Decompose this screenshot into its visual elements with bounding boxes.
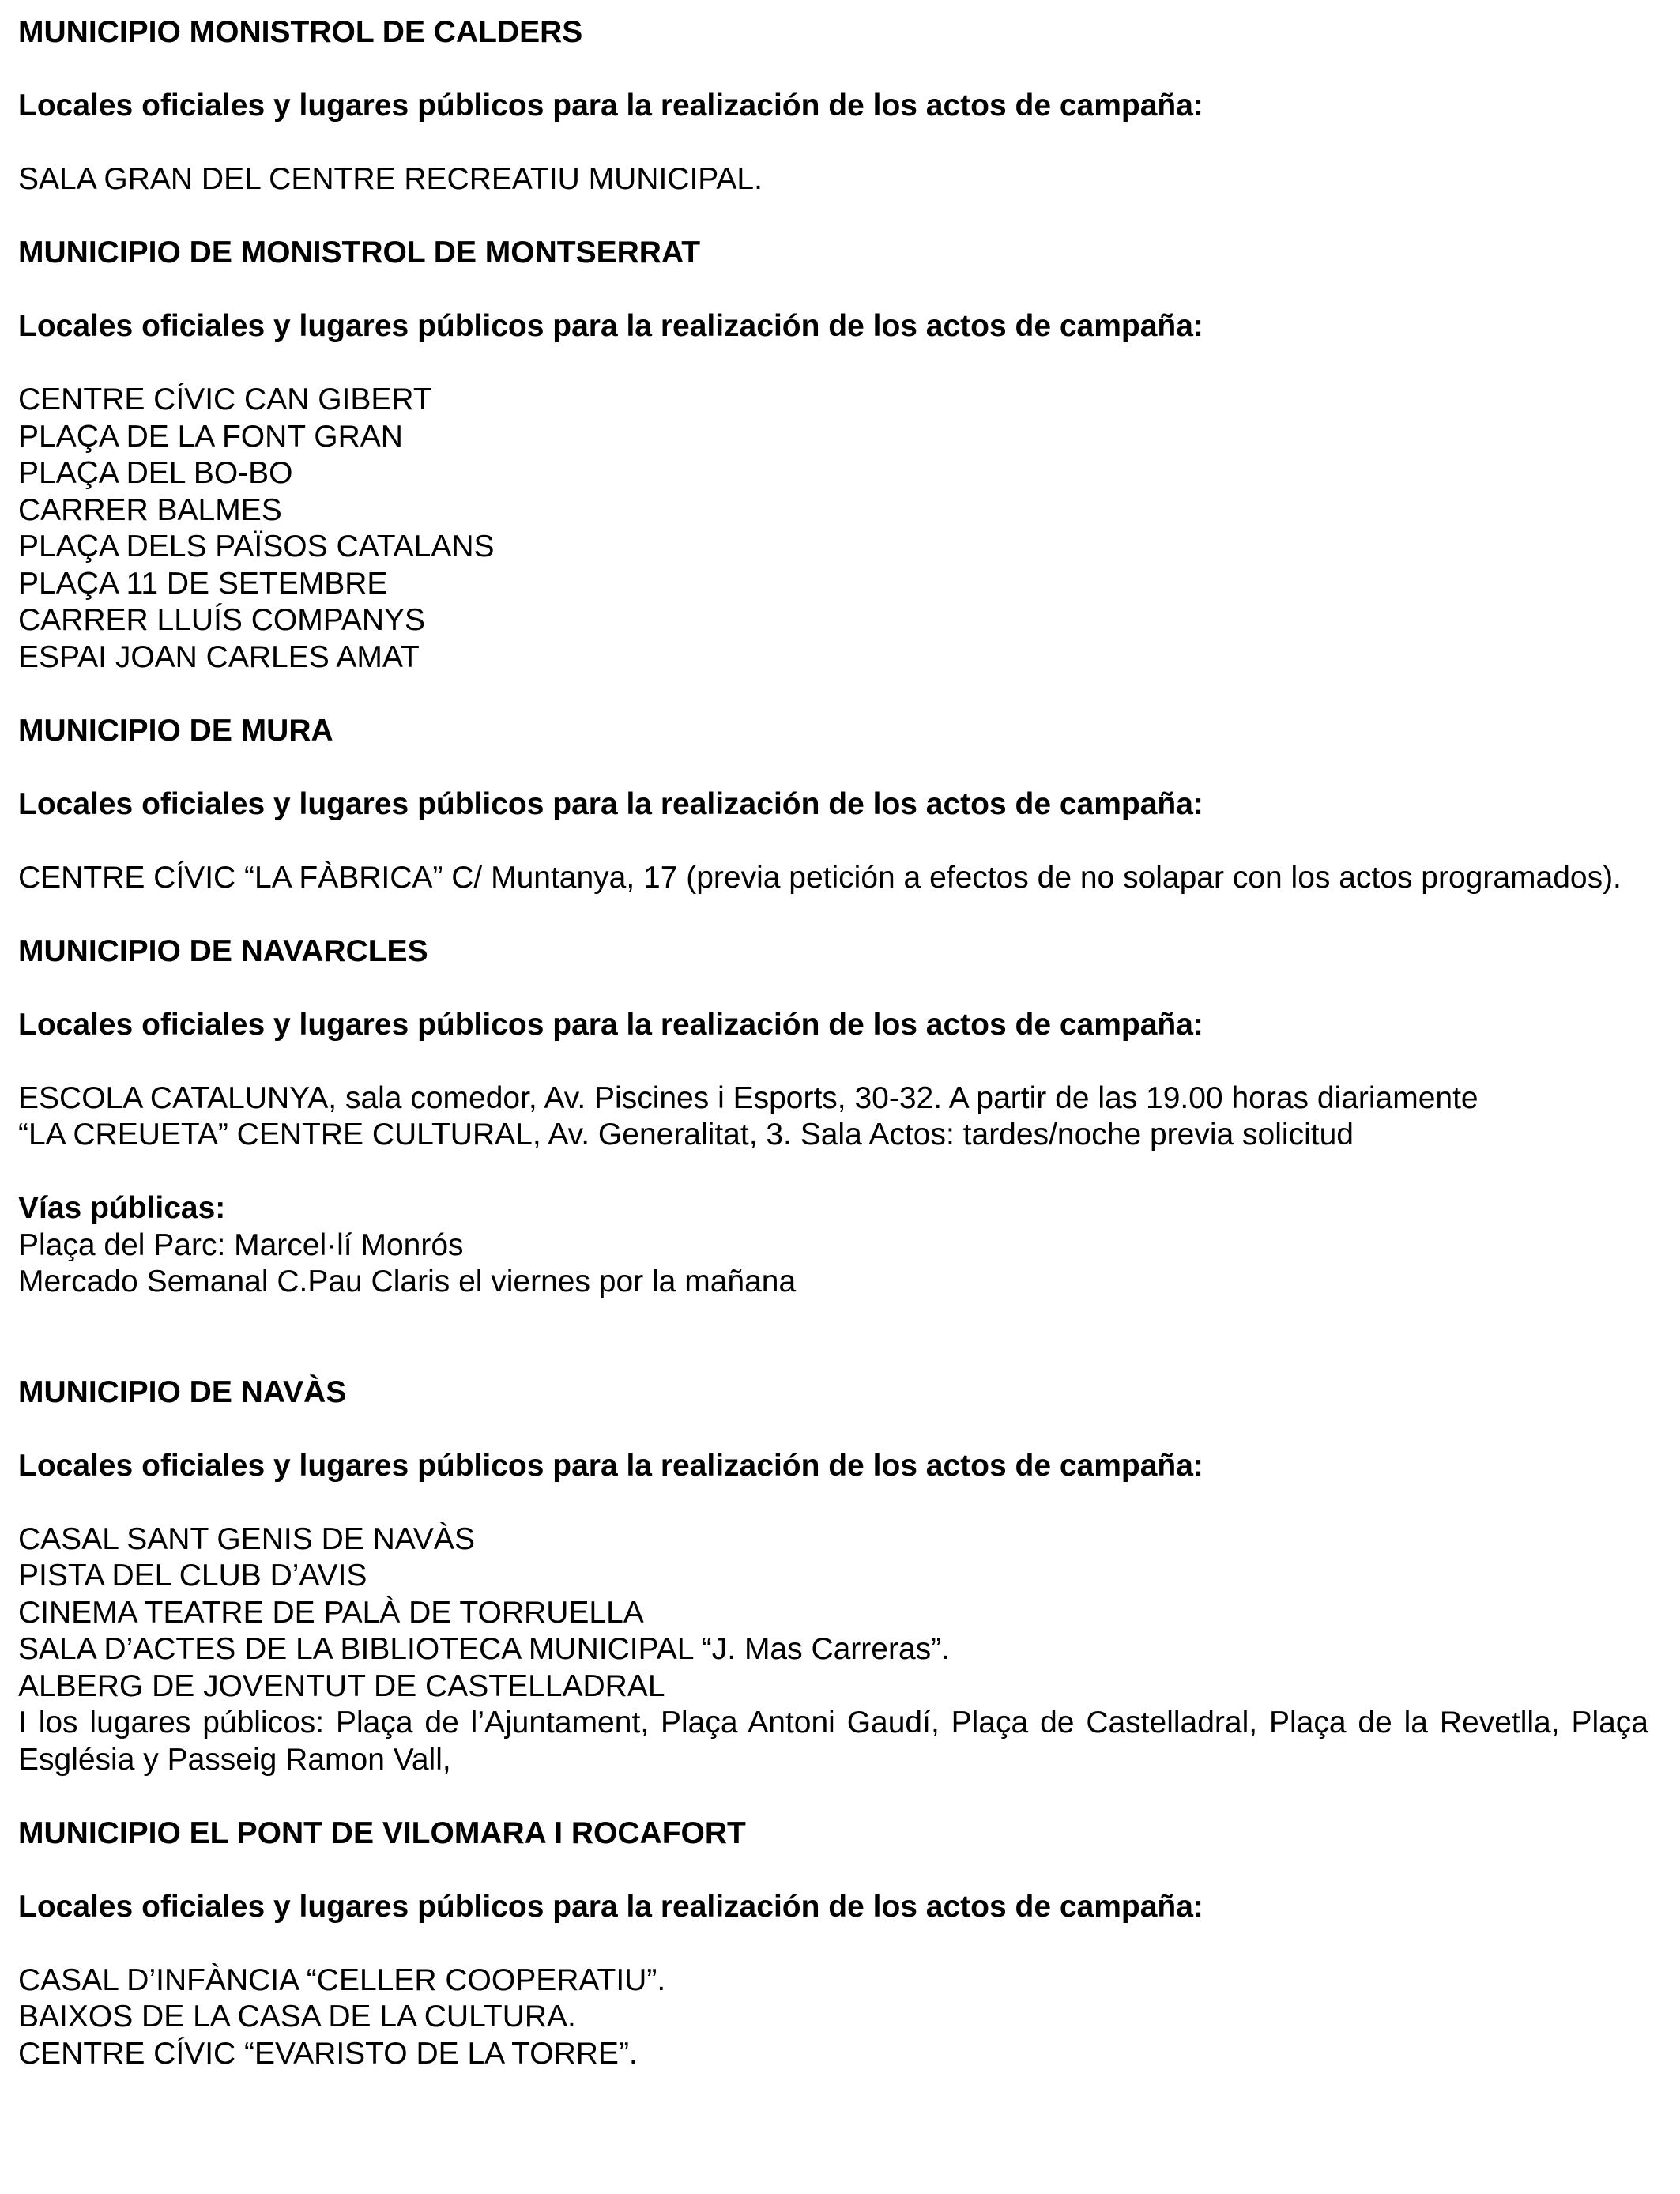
municipality-title: MUNICIPIO DE NAVARCLES xyxy=(18,933,428,968)
venue-item: ESPAI JOAN CARLES AMAT xyxy=(18,639,420,674)
venue-list xyxy=(18,1521,1648,1779)
municipality-title: MUNICIPIO MONISTROL DE CALDERS xyxy=(18,15,583,49)
venue-item: CASAL SANT GENIS DE NAVÀS xyxy=(18,1521,475,1556)
venue-item: PISTA DEL CLUB D’AVIS xyxy=(18,1559,367,1593)
section-intro: Locales oficiales y lugares públicos para la realización de los actos de campaña: xyxy=(18,309,1203,343)
section-navas xyxy=(18,1374,1648,1779)
venue-item: CENTRE CÍVIC “LA FÀBRICA” C/ Muntanya, 17 (previa petición a efectos de no solapar con los actos programados). xyxy=(18,860,1622,895)
section-intro: Locales oficiales y lugares públicos para la realización de los actos de campaña: xyxy=(18,1007,1203,1042)
section-intro: Locales oficiales y lugares públicos para la realización de los actos de campaña: xyxy=(18,1448,1203,1483)
venue-item: PLAÇA 11 DE SETEMBRE xyxy=(18,566,388,601)
public-roads-heading: Vías públicas: xyxy=(18,1191,226,1225)
section-intro: Locales oficiales y lugares públicos para la realización de los actos de campaña: xyxy=(18,786,1203,821)
section-monistrol-de-calders xyxy=(18,14,1648,198)
municipality-title: MUNICIPIO DE MURA xyxy=(18,713,333,748)
section-intro: Locales oficiales y lugares públicos para la realización de los actos de campaña: xyxy=(18,89,1203,123)
section-intro: Locales oficiales y lugares públicos para la realización de los actos de campaña: xyxy=(18,1889,1203,1924)
venue-list xyxy=(18,161,1648,198)
venue-list xyxy=(18,860,1648,897)
venue-item: PLAÇA DEL BO-BO xyxy=(18,456,293,490)
venue-item: CASAL D’INFÀNCIA “CELLER COOPERATIU”. xyxy=(18,1962,666,1997)
document-body xyxy=(18,14,1648,2072)
municipality-title: MUNICIPIO EL PONT DE VILOMARA I ROCAFORT xyxy=(18,1815,746,1850)
venue-item: CARRER BALMES xyxy=(18,492,282,527)
public-road-item: Plaça del Parc: Marcel·lí Monrós xyxy=(18,1227,464,1262)
municipality-title: MUNICIPIO DE MONISTROL DE MONTSERRAT xyxy=(18,236,701,270)
venue-item: BAIXOS DE LA CASA DE LA CULTURA. xyxy=(18,2000,576,2034)
venue-item: PLAÇA DELS PAÏSOS CATALANS xyxy=(18,530,495,564)
venue-list xyxy=(18,382,1648,676)
venue-list xyxy=(18,1962,1648,2073)
section-pont-de-vilomara-i-rocafort xyxy=(18,1815,1648,2073)
section-mura xyxy=(18,713,1648,897)
venue-item: “LA CREUETA” CENTRE CULTURAL, Av. Generalitat, 3. Sala Actos: tardes/noche previa solicitud xyxy=(18,1118,1354,1152)
venue-item: ALBERG DE JOVENTUT DE CASTELLADRAL xyxy=(18,1668,665,1703)
section-monistrol-de-montserrat xyxy=(18,235,1648,676)
venue-item: CINEMA TEATRE DE PALÀ DE TORRUELLA xyxy=(18,1595,644,1630)
venue-item: CARRER LLUÍS COMPANYS xyxy=(18,603,426,637)
venue-list xyxy=(18,1080,1648,1154)
venue-item: I los lugares públicos: Plaça de l’Ajuntament, Plaça Antoni Gaudí, Plaça de Castelladral, Plaça de la Revetlla, Plaça Església y Passeig Ramon Vall, xyxy=(18,1706,1648,1777)
venue-item: SALA D’ACTES DE LA BIBLIOTECA MUNICIPAL “J. Mas Carreras”. xyxy=(18,1632,950,1666)
venue-item: CENTRE CÍVIC “EVARISTO DE LA TORRE”. xyxy=(18,2036,638,2071)
venue-item: PLAÇA DE LA FONT GRAN xyxy=(18,419,403,454)
venue-item: ESCOLA CATALUNYA, sala comedor, Av. Piscines i Esports, 30-32. A partir de las 19.00 horas diariamente xyxy=(18,1080,1478,1115)
public-road-item: Mercado Semanal C.Pau Claris el viernes por la mañana xyxy=(18,1265,797,1299)
municipality-title: MUNICIPIO DE NAVÀS xyxy=(18,1374,347,1409)
venue-item: SALA GRAN DEL CENTRE RECREATIU MUNICIPAL. xyxy=(18,162,763,196)
venue-item: CENTRE CÍVIC CAN GIBERT xyxy=(18,383,432,417)
public-roads-list xyxy=(18,1227,1648,1301)
section-navarcles xyxy=(18,933,1648,1301)
